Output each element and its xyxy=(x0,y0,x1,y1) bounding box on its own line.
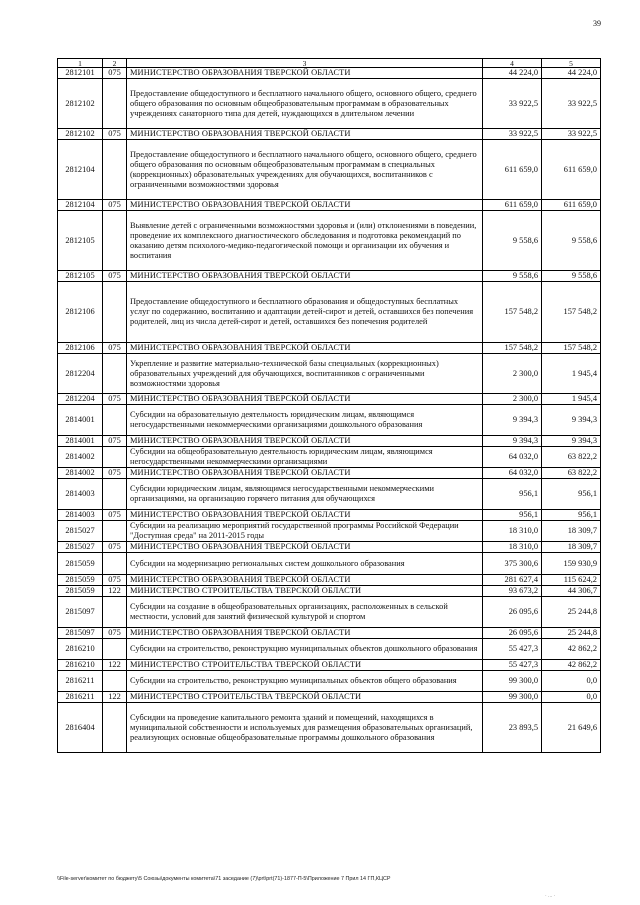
description-cell: Субсидии на общеобразовательную деятельность юридическим лицам, являющимся негосударственными некоммерческими организациями xyxy=(127,447,483,468)
ministry-row xyxy=(58,436,601,447)
description-cell: Предоставление общедоступного и бесплатного начального общего, основного общего, среднего общего образования по основным общеобразовательным программам в специальных (коррекционных) образовательных учреждениях для обучающихся, воспитанников с ограниченными возможностями здоровья xyxy=(127,140,483,200)
actual-amount-cell: 63 822,2 xyxy=(542,468,601,479)
description-cell: МИНИСТЕРСТВО ОБРАЗОВАНИЯ ТВЕРСКОЙ ОБЛАСТИ xyxy=(127,436,483,447)
header-col-2: 2 xyxy=(103,59,127,68)
description-cell: Субсидии на проведение капитального ремонта зданий и помещений, находящихся в муниципальной собственности и используемых для размещения образовательных организаций, реализующих основные общеобразовательные программы дошкольного образования xyxy=(127,703,483,753)
department-code-cell: 075 xyxy=(103,129,127,140)
planned-amount-cell: 281 627,4 xyxy=(483,575,542,586)
planned-amount-cell: 26 095,6 xyxy=(483,597,542,628)
ministry-row xyxy=(58,586,601,597)
code-cell: 2816211 xyxy=(58,671,103,692)
code-cell: 2812101 xyxy=(58,68,103,79)
description-cell: МИНИСТЕРСТВО ОБРАЗОВАНИЯ ТВЕРСКОЙ ОБЛАСТИ xyxy=(127,343,483,354)
department-code-cell: 075 xyxy=(103,271,127,282)
department-code-cell: 075 xyxy=(103,394,127,405)
department-code-cell xyxy=(103,479,127,510)
program-row xyxy=(58,479,601,510)
description-cell: Укрепление и развитие материально-технической базы специальных (коррекционных) образовательных учреждений для обучающихся, воспитанников с ограниченными возможностями здоровья xyxy=(127,354,483,394)
description-cell: МИНИСТЕРСТВО ОБРАЗОВАНИЯ ТВЕРСКОЙ ОБЛАСТИ xyxy=(127,68,483,79)
department-code-cell: 075 xyxy=(103,542,127,553)
ministry-row xyxy=(58,628,601,639)
description-cell: МИНИСТЕРСТВО ОБРАЗОВАНИЯ ТВЕРСКОЙ ОБЛАСТИ xyxy=(127,271,483,282)
actual-amount-cell: 21 649,6 xyxy=(542,703,601,753)
planned-amount-cell: 611 659,0 xyxy=(483,200,542,211)
page-number: 39 xyxy=(593,19,601,28)
code-cell: 2814003 xyxy=(58,479,103,510)
planned-amount-cell: 64 032,0 xyxy=(483,447,542,468)
planned-amount-cell: 55 427,3 xyxy=(483,639,542,660)
planned-amount-cell: 64 032,0 xyxy=(483,468,542,479)
code-cell: 2814001 xyxy=(58,436,103,447)
actual-amount-cell: 33 922,5 xyxy=(542,129,601,140)
ministry-row xyxy=(58,542,601,553)
department-code-cell: 122 xyxy=(103,586,127,597)
description-cell: МИНИСТЕРСТВО ОБРАЗОВАНИЯ ТВЕРСКОЙ ОБЛАСТИ xyxy=(127,129,483,140)
department-code-cell: 075 xyxy=(103,436,127,447)
actual-amount-cell: 115 624,2 xyxy=(542,575,601,586)
description-cell: МИНИСТЕРСТВО СТРОИТЕЛЬСТВА ТВЕРСКОЙ ОБЛАСТИ xyxy=(127,586,483,597)
actual-amount-cell: 157 548,2 xyxy=(542,343,601,354)
department-code-cell: 075 xyxy=(103,510,127,521)
department-code-cell: 075 xyxy=(103,343,127,354)
planned-amount-cell: 2 300,0 xyxy=(483,394,542,405)
ministry-row xyxy=(58,343,601,354)
actual-amount-cell: 33 922,5 xyxy=(542,79,601,129)
actual-amount-cell: 0,0 xyxy=(542,671,601,692)
program-row xyxy=(58,671,601,692)
planned-amount-cell: 611 659,0 xyxy=(483,140,542,200)
planned-amount-cell: 9 558,6 xyxy=(483,271,542,282)
budget-table xyxy=(57,58,601,753)
planned-amount-cell: 44 224,0 xyxy=(483,68,542,79)
planned-amount-cell: 157 548,2 xyxy=(483,343,542,354)
actual-amount-cell: 157 548,2 xyxy=(542,282,601,343)
code-cell: 2812204 xyxy=(58,354,103,394)
program-row xyxy=(58,639,601,660)
actual-amount-cell: 9 394,3 xyxy=(542,436,601,447)
code-cell: 2812105 xyxy=(58,211,103,271)
planned-amount-cell: 9 394,3 xyxy=(483,436,542,447)
header-col-4: 4 xyxy=(483,59,542,68)
file-path-footer: \\File-server\комитет по бюджету\5 Союзы\документы комитета\71 заседание (7)\prt\prt(71)-1877-П-5\Приложение 7 Прил 14 ГП,КЦСР xyxy=(57,876,391,882)
code-cell: 2815097 xyxy=(58,597,103,628)
code-cell: 2815059 xyxy=(58,553,103,575)
department-code-cell xyxy=(103,79,127,129)
code-cell: 2814002 xyxy=(58,468,103,479)
actual-amount-cell: 956,1 xyxy=(542,479,601,510)
description-cell: Предоставление общедоступного и бесплатного образования и общедоступных бесплатных услуг по содержанию, воспитанию и адаптации детей-сирот и детей, оставшихся без попечения родителей, лиц из числа детей-сирот и детей, оставшихся без попечения родителей xyxy=(127,282,483,343)
program-row xyxy=(58,597,601,628)
department-code-cell: 075 xyxy=(103,628,127,639)
department-code-cell xyxy=(103,211,127,271)
ministry-row xyxy=(58,200,601,211)
description-cell: МИНИСТЕРСТВО ОБРАЗОВАНИЯ ТВЕРСКОЙ ОБЛАСТИ xyxy=(127,200,483,211)
department-code-cell xyxy=(103,553,127,575)
department-code-cell: 075 xyxy=(103,200,127,211)
code-cell: 2815097 xyxy=(58,628,103,639)
program-row xyxy=(58,79,601,129)
code-cell: 2812105 xyxy=(58,271,103,282)
program-row xyxy=(58,140,601,200)
department-code-cell xyxy=(103,405,127,436)
planned-amount-cell: 157 548,2 xyxy=(483,282,542,343)
code-cell: 2814002 xyxy=(58,447,103,468)
actual-amount-cell: 1 945,4 xyxy=(542,354,601,394)
planned-amount-cell: 26 095,6 xyxy=(483,628,542,639)
planned-amount-cell: 956,1 xyxy=(483,479,542,510)
planned-amount-cell: 33 922,5 xyxy=(483,79,542,129)
actual-amount-cell: 42 862,2 xyxy=(542,660,601,671)
planned-amount-cell: 93 673,2 xyxy=(483,586,542,597)
code-cell: 2812106 xyxy=(58,282,103,343)
ministry-row xyxy=(58,271,601,282)
ministry-row xyxy=(58,394,601,405)
department-code-cell xyxy=(103,354,127,394)
department-code-cell: 075 xyxy=(103,468,127,479)
description-cell: Субсидии на реализацию мероприятий государственной программы Российской Федерации "Доступная среда" на 2011-2015 годы xyxy=(127,521,483,542)
header-col-1: 1 xyxy=(58,59,103,68)
description-cell: МИНИСТЕРСТВО ОБРАЗОВАНИЯ ТВЕРСКОЙ ОБЛАСТИ xyxy=(127,542,483,553)
department-code-cell xyxy=(103,140,127,200)
code-cell: 2812106 xyxy=(58,343,103,354)
actual-amount-cell: 25 244,8 xyxy=(542,597,601,628)
header-col-5: 5 xyxy=(542,59,601,68)
department-code-cell xyxy=(103,282,127,343)
description-cell: МИНИСТЕРСТВО ОБРАЗОВАНИЯ ТВЕРСКОЙ ОБЛАСТИ xyxy=(127,394,483,405)
description-cell: Субсидии на образовательную деятельность юридическим лицам, являющимся негосударственными некоммерческими организациями дошкольного образования xyxy=(127,405,483,436)
planned-amount-cell: 9 558,6 xyxy=(483,211,542,271)
description-cell: Выявление детей с ограниченными возможностями здоровья и (или) отклонениями в поведении, проведение их комплексного диагностического обследования и подготовка рекомендаций по оказанию детям психолого-медико-педагогической помощи и организации их обучения и воспитания xyxy=(127,211,483,271)
planned-amount-cell: 99 300,0 xyxy=(483,692,542,703)
ministry-row xyxy=(58,660,601,671)
actual-amount-cell: 9 394,3 xyxy=(542,405,601,436)
planned-amount-cell: 55 427,3 xyxy=(483,660,542,671)
description-cell: Субсидии на строительство, реконструкцию муниципальных объектов общего образования xyxy=(127,671,483,692)
code-cell: 2815027 xyxy=(58,521,103,542)
table-body xyxy=(58,68,601,753)
table-header-row xyxy=(58,59,601,68)
department-code-cell xyxy=(103,521,127,542)
description-cell: МИНИСТЕРСТВО ОБРАЗОВАНИЯ ТВЕРСКОЙ ОБЛАСТИ xyxy=(127,575,483,586)
code-cell: 2815059 xyxy=(58,575,103,586)
actual-amount-cell: 42 862,2 xyxy=(542,639,601,660)
planned-amount-cell: 33 922,5 xyxy=(483,129,542,140)
department-code-cell xyxy=(103,639,127,660)
actual-amount-cell: 63 822,2 xyxy=(542,447,601,468)
actual-amount-cell: 18 309,7 xyxy=(542,521,601,542)
code-cell: 2816210 xyxy=(58,639,103,660)
code-cell: 2812104 xyxy=(58,200,103,211)
planned-amount-cell: 956,1 xyxy=(483,510,542,521)
program-row xyxy=(58,553,601,575)
planned-amount-cell: 99 300,0 xyxy=(483,671,542,692)
actual-amount-cell: 9 558,6 xyxy=(542,211,601,271)
planned-amount-cell: 9 394,3 xyxy=(483,405,542,436)
actual-amount-cell: 25 244,8 xyxy=(542,628,601,639)
code-cell: 2816211 xyxy=(58,692,103,703)
description-cell: МИНИСТЕРСТВО ОБРАЗОВАНИЯ ТВЕРСКОЙ ОБЛАСТИ xyxy=(127,468,483,479)
code-cell: 2812104 xyxy=(58,140,103,200)
program-row xyxy=(58,521,601,542)
actual-amount-cell: 611 659,0 xyxy=(542,140,601,200)
planned-amount-cell: 18 310,0 xyxy=(483,521,542,542)
code-cell: 2814001 xyxy=(58,405,103,436)
department-code-cell xyxy=(103,703,127,753)
ministry-row xyxy=(58,68,601,79)
actual-amount-cell: 611 659,0 xyxy=(542,200,601,211)
actual-amount-cell: 44 224,0 xyxy=(542,68,601,79)
code-cell: 2812102 xyxy=(58,79,103,129)
description-cell: МИНИСТЕРСТВО ОБРАЗОВАНИЯ ТВЕРСКОЙ ОБЛАСТИ xyxy=(127,510,483,521)
margin-mark: · ... · xyxy=(545,893,556,899)
ministry-row xyxy=(58,575,601,586)
description-cell: Предоставление общедоступного и бесплатного начального общего, основного общего, среднего общего образования по основным общеобразовательным программам в образовательных учреждениях санаторного типа для детей, нуждающихся в длительном лечении xyxy=(127,79,483,129)
description-cell: МИНИСТЕРСТВО СТРОИТЕЛЬСТВА ТВЕРСКОЙ ОБЛАСТИ xyxy=(127,692,483,703)
planned-amount-cell: 18 310,0 xyxy=(483,542,542,553)
description-cell: МИНИСТЕРСТВО ОБРАЗОВАНИЯ ТВЕРСКОЙ ОБЛАСТИ xyxy=(127,628,483,639)
actual-amount-cell: 18 309,7 xyxy=(542,542,601,553)
description-cell: Субсидии на строительство, реконструкцию муниципальных объектов дошкольного образования xyxy=(127,639,483,660)
department-code-cell xyxy=(103,671,127,692)
planned-amount-cell: 2 300,0 xyxy=(483,354,542,394)
department-code-cell xyxy=(103,447,127,468)
planned-amount-cell: 375 300,6 xyxy=(483,553,542,575)
program-row xyxy=(58,354,601,394)
actual-amount-cell: 44 306,7 xyxy=(542,586,601,597)
program-row xyxy=(58,211,601,271)
department-code-cell: 075 xyxy=(103,575,127,586)
department-code-cell xyxy=(103,597,127,628)
program-row xyxy=(58,282,601,343)
description-cell: Субсидии юридическим лицам, являющимся негосударственными некоммерческими организациями, на организацию горячего питания для обучающихся xyxy=(127,479,483,510)
code-cell: 2812204 xyxy=(58,394,103,405)
code-cell: 2812102 xyxy=(58,129,103,140)
program-row xyxy=(58,447,601,468)
ministry-row xyxy=(58,468,601,479)
department-code-cell: 122 xyxy=(103,692,127,703)
code-cell: 2816404 xyxy=(58,703,103,753)
header-col-3: 3 xyxy=(127,59,483,68)
ministry-row xyxy=(58,510,601,521)
description-cell: Субсидии на модернизацию региональных систем дошкольного образования xyxy=(127,553,483,575)
description-cell: МИНИСТЕРСТВО СТРОИТЕЛЬСТВА ТВЕРСКОЙ ОБЛАСТИ xyxy=(127,660,483,671)
ministry-row xyxy=(58,129,601,140)
code-cell: 2816210 xyxy=(58,660,103,671)
actual-amount-cell: 0,0 xyxy=(542,692,601,703)
ministry-row xyxy=(58,692,601,703)
actual-amount-cell: 956,1 xyxy=(542,510,601,521)
planned-amount-cell: 23 893,5 xyxy=(483,703,542,753)
department-code-cell: 075 xyxy=(103,68,127,79)
program-row xyxy=(58,703,601,753)
actual-amount-cell: 159 930,9 xyxy=(542,553,601,575)
code-cell: 2815059 xyxy=(58,586,103,597)
program-row xyxy=(58,405,601,436)
code-cell: 2815027 xyxy=(58,542,103,553)
description-cell: Субсидии на создание в общеобразовательных организациях, расположенных в сельской местности, условий для занятий физической культурой и спортом xyxy=(127,597,483,628)
code-cell: 2814003 xyxy=(58,510,103,521)
department-code-cell: 122 xyxy=(103,660,127,671)
actual-amount-cell: 1 945,4 xyxy=(542,394,601,405)
actual-amount-cell: 9 558,6 xyxy=(542,271,601,282)
